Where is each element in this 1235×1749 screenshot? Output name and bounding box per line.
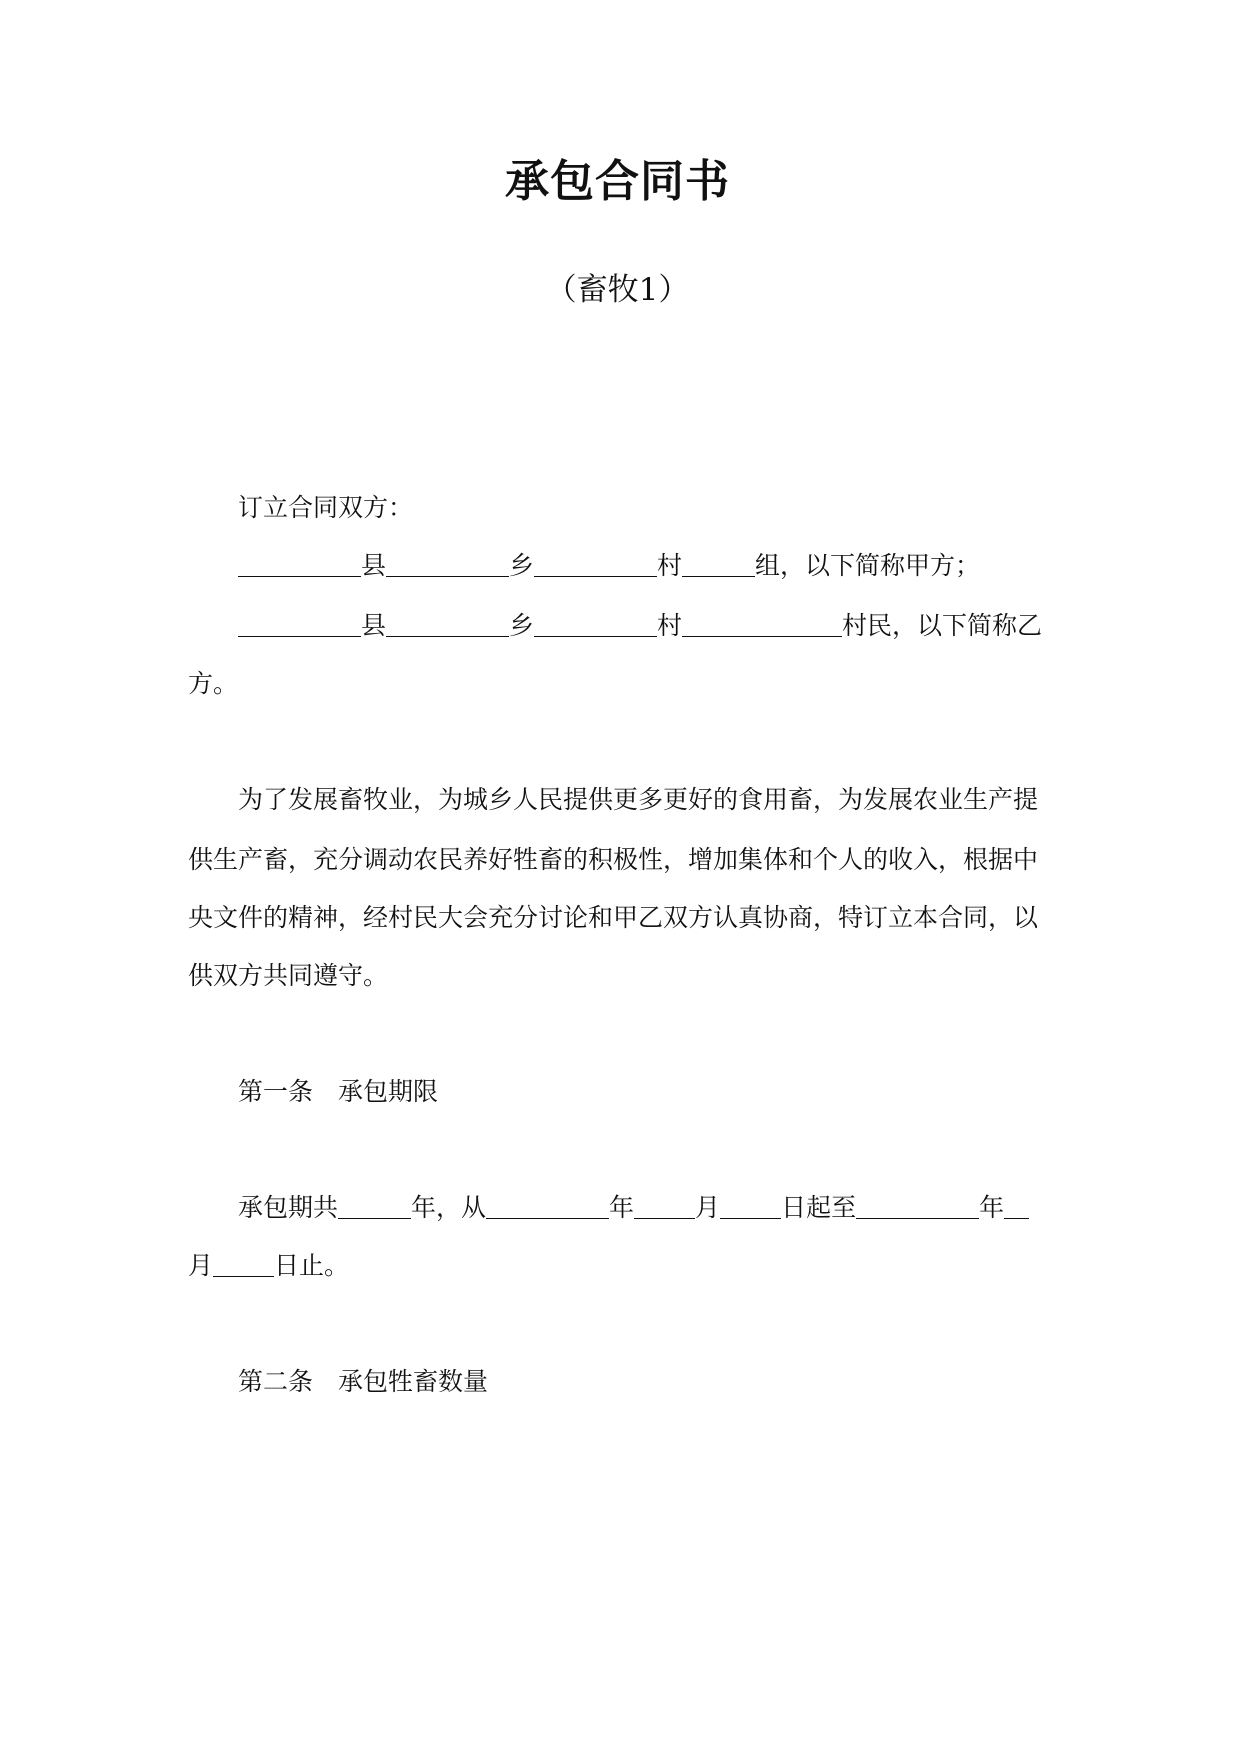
document-title: 承包合同书 xyxy=(505,156,730,207)
start-year-blank[interactable] xyxy=(486,1190,609,1219)
party-a-township-label: 乡 xyxy=(509,551,535,580)
term-label: 承包期共 xyxy=(238,1193,339,1222)
preamble-line-1: 为了发展畜牧业，为城乡人民提供更多更好的食用畜，为发展农业生产提 xyxy=(238,785,1039,814)
party-b-line xyxy=(238,606,1042,646)
party-a-county-blank[interactable] xyxy=(238,548,361,577)
party-b-villager-label: 村民，以下简称乙 xyxy=(842,611,1043,640)
end-day-blank[interactable] xyxy=(213,1248,274,1277)
end-year-blank[interactable] xyxy=(856,1190,979,1219)
article-1-heading: 第一条 承包期限 xyxy=(238,1077,439,1106)
document-subtitle: （畜牧1） xyxy=(545,272,690,308)
party-b-village-label: 村 xyxy=(657,611,683,640)
start-month-label: 月 xyxy=(695,1193,721,1222)
party-a-village-blank[interactable] xyxy=(534,548,657,577)
party-b-county-label: 县 xyxy=(361,611,387,640)
article-1-line-1 xyxy=(238,1188,1029,1228)
party-b-township-label: 乡 xyxy=(509,611,535,640)
preamble-line-4: 供双方共同遵守。 xyxy=(188,961,389,990)
end-day-label: 日止。 xyxy=(274,1251,350,1280)
party-a-township-blank[interactable] xyxy=(386,548,509,577)
party-a-county-label: 县 xyxy=(361,551,387,580)
start-month-blank[interactable] xyxy=(634,1190,695,1219)
party-b-county-blank[interactable] xyxy=(238,608,361,637)
term-years-blank[interactable] xyxy=(338,1190,411,1219)
end-year-label: 年 xyxy=(979,1193,1005,1222)
article-1-line-2 xyxy=(188,1246,349,1286)
parties-intro: 订立合同双方： xyxy=(238,493,414,522)
start-day-blank[interactable] xyxy=(720,1190,781,1219)
party-b-villager-blank[interactable] xyxy=(682,608,842,637)
party-a-group-label: 组，以下简称甲方； xyxy=(755,551,981,580)
term-years-label: 年，从 xyxy=(411,1193,487,1222)
start-year-label: 年 xyxy=(609,1193,635,1222)
preamble-line-3: 央文件的精神，经村民大会充分讨论和甲乙双方认真协商，特订立本合同，以 xyxy=(188,903,1039,932)
party-b-village-blank[interactable] xyxy=(534,608,657,637)
party-b-township-blank[interactable] xyxy=(386,608,509,637)
party-a-village-label: 村 xyxy=(657,551,683,580)
party-b-continuation: 方。 xyxy=(188,669,239,698)
start-day-label: 日起至 xyxy=(781,1193,857,1222)
end-month-blank[interactable] xyxy=(1004,1190,1029,1219)
party-a-line xyxy=(238,546,980,586)
article-2-heading: 第二条 承包牲畜数量 xyxy=(238,1367,489,1396)
end-month-label: 月 xyxy=(188,1251,214,1280)
party-a-group-blank[interactable] xyxy=(682,548,755,577)
preamble-line-2: 供生产畜，充分调动农民养好牲畜的积极性，增加集体和个人的收入，根据中 xyxy=(188,845,1039,874)
